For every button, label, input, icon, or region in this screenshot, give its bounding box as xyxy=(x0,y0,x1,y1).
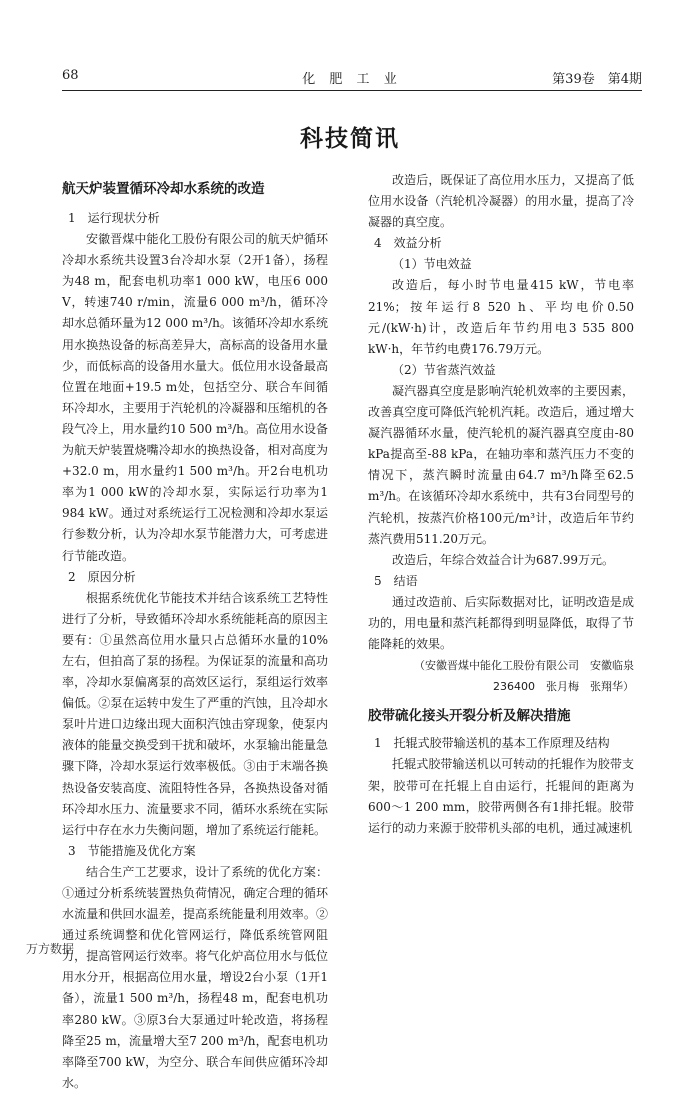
subheading-steam: （2）节省蒸汽效益 xyxy=(392,362,496,377)
paragraph: 改造后，年综合效益合计为687.99万元。 xyxy=(392,552,614,567)
heading-principle: 1 托辊式胶带输送机的基本工作原理及结构 xyxy=(374,736,610,751)
subheading-electricity: （1）节电效益 xyxy=(392,257,472,272)
heading-status-analysis: 1 运行现状分析 xyxy=(68,211,160,225)
article-title: 航天炉装置循环冷却水系统的改造 xyxy=(62,181,265,197)
page-number: 68 xyxy=(62,68,79,83)
author-byline: （安徽晋煤中能化工股份有限公司 安徽临泉 xyxy=(414,659,634,673)
issue-info: 第39卷 第4期 xyxy=(552,72,642,87)
paragraph: 凝汽器真空度是影响汽轮机效率的主要因素，改善真空度可降低汽轮机汽耗。改造后，通过增大凝汽器循环水量，使汽轮机的凝汽器真空度由-80 kPa提高至-88 kPa，在轴功率和蒸汽压力不变的情况下，蒸汽瞬时流量由64.7 m³/h降至62.5 m³/h。在该循环冷却水系统中，共有3台同型号的汽轮机，按蒸汽价格100元/m³计，改造后年节约蒸汽费用511.20万元。 xyxy=(368,383,634,546)
heading-conclusion: 5 结语 xyxy=(374,573,418,588)
watermark: 万方数据 xyxy=(26,942,75,956)
page-header xyxy=(62,68,642,91)
author-byline: 236400 张月梅 张翔华） xyxy=(493,680,634,694)
paragraph: 根据系统优化节能技术并结合该系统工艺特性进行了分析，导致循环冷却水系统能耗高的原因主要有：①虽然高位用水量只占总循环水量的10%左右，但拍高了泵的扬程。为保证泵的流量和高功率，冷却水泵偏离泵的高效区运行，泵组运行效率偏低。②泵在运转中发生了严重的汽蚀，且冷却水泵叶片进口边缘出现大面积汽蚀击穿现象，使泵内液体的能量交换受到干扰和破坏，水泵输出能量急骤下降，冷却水泵运行效率极低。③由于末端各换热设备安装高度、流阻特性各异，各换热设备对循环冷却水压力、流量要求不同，循环水系统在实际运行中存在水力失衡问题，增加了系统运行能耗。 xyxy=(62,590,328,837)
heading-cause-analysis: 2 原因分析 xyxy=(68,569,136,584)
article-title: 胶带硫化接头开裂分析及解决措施 xyxy=(368,708,571,725)
section-title: 科技简讯 xyxy=(300,126,400,152)
heading-benefit-analysis: 4 效益分析 xyxy=(374,236,442,251)
right-column xyxy=(368,170,634,839)
paragraph: 改造后，既保证了高位用水压力，又提高了低位用水设备（汽轮机冷凝器）的用水量，提高了冷凝器的真空度。 xyxy=(368,173,634,230)
paragraph: 结合生产工艺要求，设计了系统的优化方案：①通过分析系统装置热负荷情况，确定合理的循环水流量和供回水温差，提高系统能量利用效率。②通过系统调整和优化管网运行，降低系统管网阻力，提高管网运行效率。将气化炉高位用水与低位用水分开，根据高位用水量，增设2台小泵（1开1备），流量1 500 m³/h，扬程48 m，配套电机功率280 kW。③原3台大泵通过叶轮改造，将扬程降至25 m，流量增大至7 200 m³/h，配套电机功率降至700 kW，为空分、联合车间供应循环冷却水。 xyxy=(62,864,328,1090)
paragraph: 通过改造前、后实际数据对比，证明改造是成功的，用电量和蒸汽耗都得到明显降低，取得了节能降耗的效果。 xyxy=(368,594,634,652)
journal-name: 化 肥 工 业 xyxy=(302,72,402,87)
heading-energy-measures: 3 节能措施及优化方案 xyxy=(68,843,196,858)
left-column xyxy=(62,168,328,1094)
paragraph: 托辊式胶带输送机以可转动的托辊作为胶带支架，胶带可在托辊上自由运行，托辊间的距离为600～1 200 mm，胶带两侧各有1排托辊。胶带运行的动力来源于胶带机头部的电机，通过减速机 xyxy=(368,757,634,835)
paragraph: 改造后，每小时节电量415 kW，节电率21%；按年运行8 520 h、平均电价0.50元/(kW·h)计，改造后年节约用电3 535 800 kW·h，年节约电费176.79万元。 xyxy=(368,278,634,356)
paragraph: 安徽晋煤中能化工股份有限公司的航天炉循环冷却水系统共设置3台冷却水泵（2开1备），扬程为48 m，配套电机功率1 000 kW，电压6 000 V，转速740 r/min，流量6 000 m³/h，循环冷却水总循环量为12 000 m³/h。该循环冷却水系统用水换热设备的标高差异大，高标高的设备用水量少，而低标高的设备用水量大。低位用水设备最高位置在地面+19.5 m处，包括空分、联合车间循环冷却水，主要用于汽轮机的冷凝器和压缩机的各段气冷上，用水量约10 500 m³/h。高位用水设备为航天炉装置烧嘴冷却水的换热设备，相对高度为+32.0 m，用水量约1 500 m³/h。开2台电机功率为1 000 kW的冷却水泵，实际运行功率为1 984 kW。通过对系统运行工况检测和冷却水泵运行参数分析，认为冷却水泵节能潜力大，可考虑进行节能改造。 xyxy=(62,232,328,563)
